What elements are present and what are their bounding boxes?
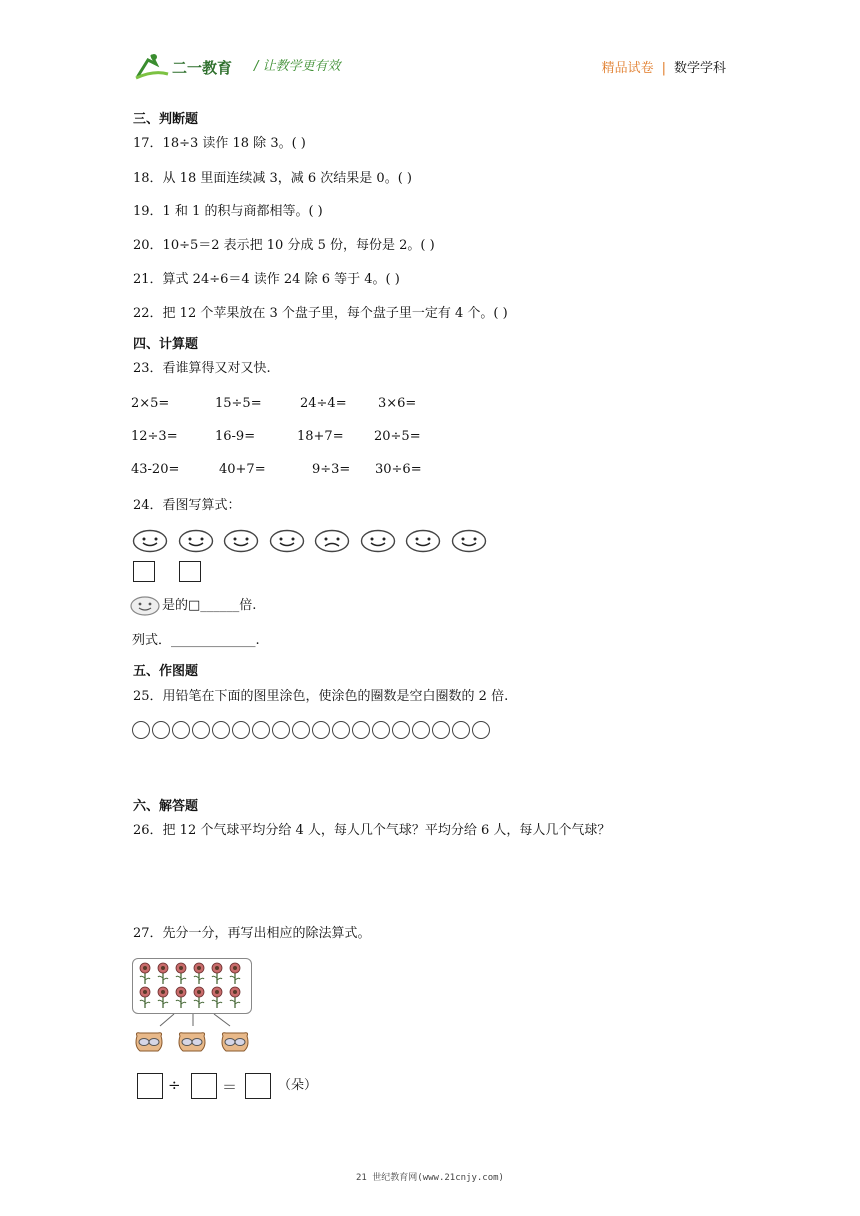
coloring-circle[interactable]	[372, 721, 390, 739]
divide-sign: ÷	[168, 1076, 181, 1094]
question-17: 17．18÷3 读作 18 除 3。( )	[133, 136, 306, 151]
question-21: 21．算式 24÷6＝4 读作 24 除 6 等于 4。( )	[133, 272, 400, 287]
logo-text: 二一教育	[172, 59, 233, 77]
equals-sign: ＝	[222, 1078, 238, 1096]
coloring-circle[interactable]	[272, 721, 290, 739]
header-badge: 精品试卷	[601, 61, 654, 76]
calc-item: 40+7=	[219, 462, 266, 477]
circle-row	[132, 721, 490, 739]
flower-icon	[173, 986, 189, 1009]
question-25: 25．用铅笔在下面的图里涂色，使涂色的圈数是空白圈数的 2 倍.	[133, 689, 509, 704]
vase-icon	[133, 1030, 165, 1054]
coloring-circle[interactable]	[212, 721, 230, 739]
coloring-circle[interactable]	[252, 721, 270, 739]
calc-item: 16-9=	[215, 429, 256, 444]
coloring-circle[interactable]	[452, 721, 470, 739]
header-separator: |	[661, 61, 666, 76]
coloring-circle[interactable]	[132, 721, 150, 739]
smile-face-icon	[405, 529, 441, 553]
answer-box[interactable]	[133, 561, 155, 582]
flower-icon	[209, 986, 225, 1009]
question-23: 23．看谁算得又对又快.	[133, 361, 271, 376]
coloring-circle[interactable]	[332, 721, 350, 739]
flower-icon	[191, 962, 207, 985]
calc-item: 43-20=	[131, 462, 180, 477]
vase-row	[133, 1030, 251, 1054]
question-27: 27．先分一分，再写出相应的除法算式。	[133, 926, 371, 941]
calc-item: 30÷6=	[375, 462, 422, 477]
flower-icon	[137, 962, 153, 985]
smile-face-icon	[178, 529, 214, 553]
smile-face-icon	[269, 529, 305, 553]
coloring-circle[interactable]	[292, 721, 310, 739]
flower-box	[132, 958, 252, 1014]
calc-item: 9÷3=	[312, 462, 351, 477]
flower-icon	[191, 986, 207, 1009]
flower-icon	[137, 986, 153, 1009]
smile-face-icon	[132, 529, 168, 553]
coloring-circle[interactable]	[412, 721, 430, 739]
vase-icon	[219, 1030, 251, 1054]
flower-icon	[155, 962, 171, 985]
coloring-circle[interactable]	[172, 721, 190, 739]
question-24: 24．看图写算式：	[133, 498, 241, 513]
flower-icon	[209, 962, 225, 985]
section-judge-title: 三、判断题	[133, 112, 199, 127]
calc-item: 20÷5=	[374, 429, 421, 444]
coloring-circle[interactable]	[152, 721, 170, 739]
question-20: 20．10÷5＝2 表示把 10 分成 5 份，每份是 2。( )	[133, 238, 435, 253]
coloring-circle[interactable]	[192, 721, 210, 739]
section-calc-title: 四、计算题	[133, 337, 199, 352]
smile-face-icon	[451, 529, 487, 553]
smile-face-icon	[130, 596, 160, 616]
coloring-circle[interactable]	[472, 721, 490, 739]
calc-item: 18+7=	[297, 429, 344, 444]
flower-icon	[173, 962, 189, 985]
calc-item: 2×5=	[131, 396, 170, 411]
section-answer-title: 六、解答题	[133, 799, 199, 814]
connector-lines	[130, 1012, 260, 1032]
footer: 21 世纪教育网(www.21cnjy.com)	[356, 1173, 504, 1183]
answer-box[interactable]	[179, 561, 201, 582]
calc-item: 12÷3=	[131, 429, 178, 444]
header-subject: 数学学科	[673, 61, 726, 76]
vase-icon	[176, 1030, 208, 1054]
dividend-box[interactable]	[137, 1073, 163, 1099]
faces-row	[132, 529, 492, 555]
coloring-circle[interactable]	[352, 721, 370, 739]
question-19: 19．1 和 1 的积与商都相等。( )	[133, 204, 323, 219]
calc-item: 3×6=	[378, 396, 417, 411]
ratio-line	[130, 596, 256, 616]
question-22: 22．把 12 个苹果放在 3 个盘子里，每个盘子里一定有 4 个。( )	[133, 306, 508, 321]
flower-icon	[227, 962, 243, 985]
section-draw-title: 五、作图题	[133, 664, 199, 679]
unit-label: （朵）	[278, 1078, 318, 1093]
divisor-box[interactable]	[191, 1073, 217, 1099]
coloring-circle[interactable]	[392, 721, 410, 739]
question-18: 18．从 18 里面连续减 3，减 6 次结果是 0。( )	[133, 171, 412, 186]
question-26: 26．把 12 个气球平均分给 4 人，每人几个气球？平均分给 6 人，每人几个气球？	[133, 823, 611, 838]
flower-icon	[227, 986, 243, 1009]
formula-line: 列式．_____________.	[132, 633, 260, 648]
coloring-circle[interactable]	[232, 721, 250, 739]
header-right	[602, 57, 726, 76]
smile-face-icon	[223, 529, 259, 553]
quotient-box[interactable]	[245, 1073, 271, 1099]
coloring-circle[interactable]	[312, 721, 330, 739]
coloring-circle[interactable]	[432, 721, 450, 739]
calc-item: 15÷5=	[215, 396, 262, 411]
frown-face-icon	[314, 529, 350, 553]
smile-face-icon	[360, 529, 396, 553]
header-slogan: / 让教学更有效	[254, 59, 341, 74]
ratio-text: 是的□______倍.	[162, 598, 257, 613]
calc-item: 24÷4=	[300, 396, 347, 411]
flower-icon	[155, 986, 171, 1009]
brand-logo	[134, 52, 244, 80]
